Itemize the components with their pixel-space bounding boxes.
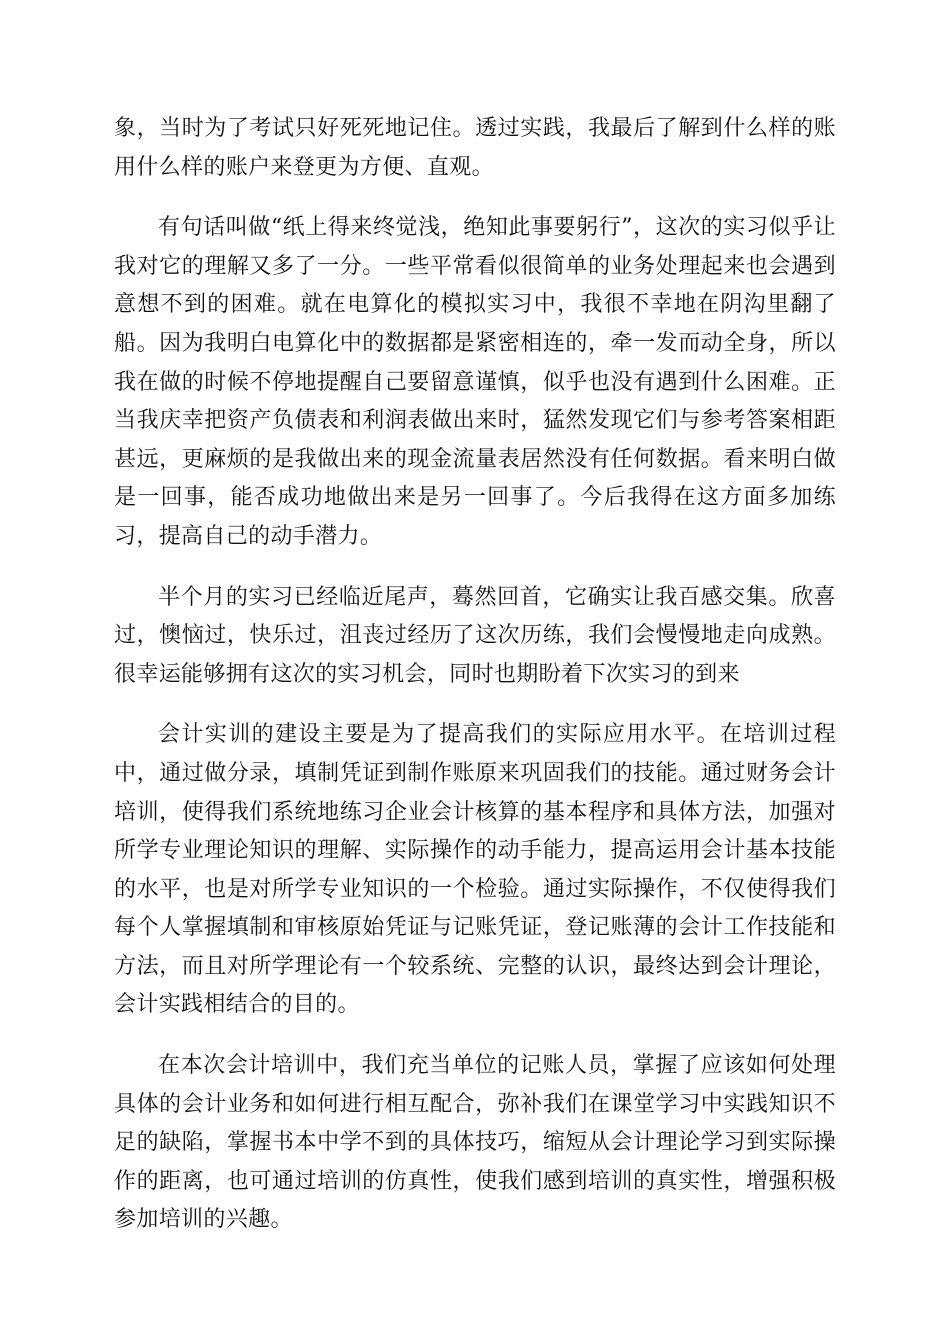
paragraph-2: 有句话叫做“纸上得来终觉浅，绝知此事要躬行”，这次的实习似乎让我对它的理解又多了一分。一些平常看似很简单的业务处理起来也会遇到意想不到的困难。就在电算化的模拟实习中，我很不幸地在阴沟里翻了船。因为我明白电算化中的数据都是紧密相连的，牵一发而动全身，所以我在做的时候不停地提醒自己要留意谨慎，似乎也没有遇到什么困难。正当我庆幸把资产负债表和利润表做出来时，猛然发现它们与参考答案相距甚远，更麻烦的是我做出来的现金流量表居然没有任何数据。看来明白做是一回事，能否成功地做出来是另一回事了。今后我得在这方面多加练习，提高自己的动手潜力。 — [114, 215, 836, 549]
paragraph-5: 在本次会计培训中，我们充当单位的记账人员，掌握了应该如何处理具体的会计业务和如何进行相互配合，弥补我们在课堂学习中实践知识不足的缺陷，掌握书本中学不到的具体技巧，缩短从会计理论学习到实际操作的距离，也可通过培训的仿真性，使我们感到培训的真实性，增强积极参加培训的兴趣。 — [114, 1053, 836, 1233]
paragraph-3: 半个月的实习已经临近尾声，蓦然回首，它确实让我百感交集。欣喜过，懊恼过，快乐过，沮丧过经历了这次历练，我们会慢慢地走向成熟。很幸运能够拥有这次的实习机会，同时也期盼着下次实习的到来 — [114, 584, 836, 687]
document-body — [114, 110, 836, 1262]
paragraph-1: 象，当时为了考试只好死死地记住。透过实践，我最后了解到什么样的账用什么样的账户来登更为方便、直观。 — [114, 116, 836, 180]
paragraph-4: 会计实训的建设主要是为了提高我们的实际应用水平。在培训过程中，通过做分录，填制凭证到制作账原来巩固我们的技能。通过财务会计培训，使得我们系统地练习企业会计核算的基本程序和具体方法，加强对所学专业理论知识的理解、实际操作的动手能力，提高运用会计基本技能的水平，也是对所学专业知识的一个检验。通过实际操作，不仅使得我们每个人掌握填制和审核原始凭证与记账凭证，登记账薄的会计工作技能和方法，而且对所学理论有一个较系统、完整的认识，最终达到会计理论，会计实践相结合的目的。 — [114, 722, 836, 1018]
